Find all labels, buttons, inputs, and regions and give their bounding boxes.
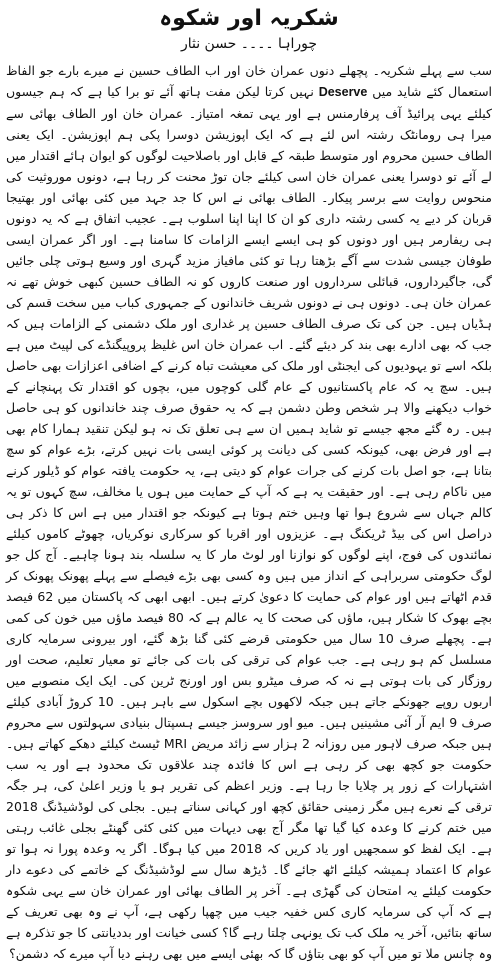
article-body-latin-word: Deserve [318, 85, 368, 99]
article-byline: چوراہا ۔۔۔۔ حسن نثار [180, 36, 318, 52]
article-title: شکریہ اور شکوہ [159, 6, 339, 31]
article-body [6, 60, 492, 964]
article-body-part-2: نہیں کرتا لیکن مفت ہاتھ آئے تو برا کیا ہے کہ ہم جیسوں کیلئے یہی پرائیڈ آف پرفارمنس ہے اور یہی تمغہ امتیاز۔ عمران خان اور الطاف بھائی سے میرا ہی رومانٹک رشتہ اس لئے ہے کہ ایک اپوزیشن دوسرا پکی ہم اپوزیشن۔ ایک یعنی الطاف حسین محروم اور متوسط طبقہ کے قابل اور باصلاحیت لوگوں کو ایوان ہائے اقتدار میں لے آئے تو دوسرا یعنی عمران خان اسی کیلئے جان توڑ محنت کر رہا ہے، دونوں موروثیت کی منحوس روایت سے برسر پیکار۔ الطاف بھائی نے اس کا جد جہد میں کئی بھائی اور بھتیجا قربان کر دیے یہ کسی رشتہ داری کو ان کا اپنا اپنا اسلوب ہے۔ عجیب اتفاق ہے کہ یہ دونوں ہی ریفارمر ہیں اور دونوں کو ہی ایسے ایسے الزامات کا سامنا ہے۔ اور اگر عمران ایسی طوفان جیسی شدت سے آگے بڑھتا رہا تو کئی مافیاز مزید گہری اور وسیع ہوتی چلی جائیں گی، جاگیرداروں، قبائلی سرداروں اور صنعت کاروں کو نہ الطاف حسین کبھی خوش تھے نہ عمران خان ہی۔ دونوں ہی نے دونوں شریف خاندانوں کے جمہوری کباب میں سخت قسم کی ہڈیاں ہیں۔ جن کی تک صرف الطاف حسین پر غداری اور ملک دشمنی کے الزامات ہیں کہ جب کہ بھی ادارے بھی بند کر دیئے گئے۔ اب عمران خان اس غلیظ پروپیگنڈے کی لپیٹ میں ہے بلکہ اسے تو یہودیوں کی ایجنٹی اور ملک کی معیشت تباہ کرنے کے اضافی اعزازات بھی حاصل ہیں۔ سچ یہ کہ عام پاکستانیوں کے عام گلی کوچوں میں، بچوں کو اقتدار تک پہنچانے کے خواب دیکھنے والا ہر شخص وطن دشمن ہے کہ یہ حقوق صرف چند خاندانوں کو ہی حاصل ہیں۔ رہ گئے مجھ جیسے تو شاید ہمیں ان سے ہی تعلق تک نہ ہو لیکن تنقید ہمارا کام بھی ہے اور فرض بھی، کیونکہ کسی کی دیانت پر کوئی ایسی بات نہیں کرتے، بڑے عوام کو سچ بتانا ہے، جو اصل بات کرنے کی جرات عوام کو دیتی ہے، یہ حکومت یافتہ عوام کو ڈیلور کرنے میں ناکام رہی ہے۔ اور حقیقت یہ ہے کہ آپ کے حمایت میں ہوں یا مخالف، سچ کہوں تو یہ کالم جہاں سے شروع ہوا تھا وہیں ختم ہوتا ہے کیونکہ جو اقتدار میں ہے اس کا ذکر ہی دراصل اس کی بیڈ ٹریکنگ ہے۔ عزیزوں اور اقربا کو سرکاری نوکریاں، چھوٹے کاموں کیلئے نمائندوں کی فوج، اپنے لوگوں کو نوازنا اور لوٹ مار کا یہ سلسلہ بند ہونا چاہیے۔ آج کل جو لوگ حکومتی سربراہی کے انداز میں ہیں وہ کسی بھی بڑے فیصلے سے پہلے پھونک پھونک کر قدم اٹھاتے ہیں اور عوام کی حمایت کا دعویٰ کرتے ہیں۔ ابھی ابھی کہ پاکستان میں 62 فیصد بچے بھوک کا شکار ہیں، ماؤں کی صحت کا یہ عالم ہے کہ 80 فیصد ماؤں میں خون کی کمی ہے۔ پچھلے صرف 10 سال میں حکومتی قرضے کئی گنا بڑھ گئے، اور بیرونی سرمایہ کاری مسلسل کم ہو رہی ہے۔ جب عوام کی ترقی کی بات کی جائے تو معیار تعلیم، صحت اور روزگار کی بات ہوتی ہے نہ کہ صرف میٹرو بس اور اورنج ٹرین کی۔ ایک ایک منصوبے میں اربوں روپے جھونکے جاتے ہیں جبکہ لاکھوں بچے اسکول سے باہر ہیں۔ 10 کروڑ آبادی کیلئے صرف 9 ایم آر آئی مشینیں ہیں۔ میو اور سروسز جیسے ہسپتال بنیادی سہولتوں سے محروم ہیں جبکہ صرف لاہور میں روزانہ 2 ہزار سے زائد مریض MRI ٹیسٹ کیلئے دھکے کھاتے ہیں۔ حکومت جو کچھ بھی کر رہی ہے اس کا فائدہ چند علاقوں تک محدود ہے اور یہ سب اشتہارات کے زور پر چلایا جا رہا ہے۔ وزیر اعظم کی تقریر ہو یا وزیر اعلیٰ کی، ہر جگہ ترقی کے نعرے ہیں مگر زمینی حقائق کچھ اور کہانی سناتے ہیں۔ بجلی کی لوڈشیڈنگ 2018 میں ختم کرنے کا وعدہ کیا گیا تھا مگر آج بھی دیہات میں کئی کئی گھنٹے بجلی غائب رہتی ہے۔ ایک لفظ کو سمجھیں اور یاد کریں کہ 2018 میں کیا ہوگا۔ اگر یہ وعدہ پورا نہ ہوا تو عوام کا اعتماد ہمیشہ کیلئے اٹھ جائے گا۔ ڈیڑھ سال سے لوڈشیڈنگ کے خاتمے کی دعوے دار حکومت کیلئے یہ امتحان کی گھڑی ہے۔ آخر پر الطاف بھائی اور عمران خان سے یہی شکوہ ہے کہ آپ کی سرمایہ کاری کس خفیہ جیب میں چھپا رکھی ہے، آپ نے وہ بھی تعریف کے ساتھ بتائیں، آخر یہ ملک کب تک یونہی چلتا رہے گا؟ کسی خیانت اور بددیانتی کا جو تذکرہ ہے وہ چانس ملا تو میں آپ کو بھی بتاؤں گا کہ بھئی ایسے میں بھی رہنے دیا آپ میرے کہ دشمن؟ [6, 84, 493, 961]
article-body-part-1: سب سے پہلے شکریہ۔ پچھلے دنوں عمران خان اور اب الطاف حسین نے میرے بارے جو الفاظ استعمال کئے شاید میں [6, 63, 493, 99]
